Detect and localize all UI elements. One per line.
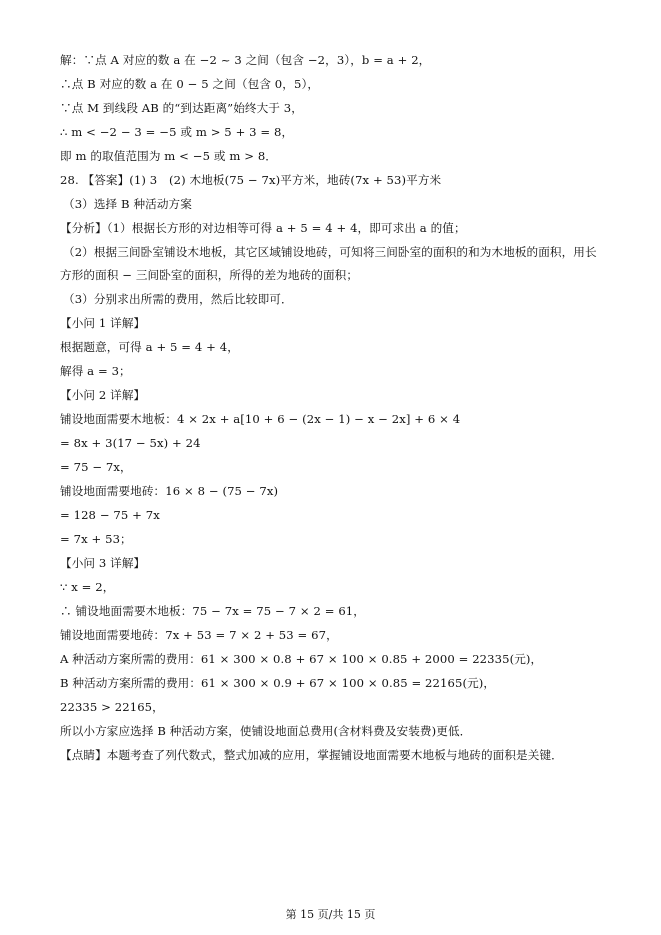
solution-line-1: 解：∵点 A 对应的数 a 在 −2 ~ 3 之间（包含 −2，3），b = a + 2， [60, 53, 431, 67]
subquestion-1-line-1: 根据题意，可得 a + 5 = 4 + 4， [60, 340, 239, 354]
page-footer: 第 15 页/共 15 页 [285, 908, 376, 921]
subquestion-3-line-6: 22335 > 22165， [60, 700, 164, 714]
subquestion-2-line-5: = 128 − 75 + 7x [60, 508, 160, 522]
analysis-line-3: 方形的面积 − 三间卧室的面积，所得的差为地砖的面积； [60, 268, 359, 282]
solution-line-3: ∵点 M 到线段 AB 的“到达距离”始终大于 3， [60, 101, 303, 115]
analysis-line-2: （2）根据三间卧室铺设木地板，其它区域铺设地砖，可知将三间卧室的面积的和为木地板的面积，用长 [63, 245, 597, 259]
subquestion-1-heading: 【小问 1 详解】 [60, 316, 146, 330]
subquestion-2-heading: 【小问 2 详解】 [60, 388, 146, 402]
analysis-line-4: （3）分别求出所需的费用，然后比较即可． [63, 292, 293, 306]
subquestion-3-heading: 【小问 3 详解】 [60, 556, 146, 570]
subquestion-2-line-3: = 75 − 7x， [60, 460, 132, 474]
subquestion-3-line-1: ∵ x = 2， [60, 580, 115, 594]
subquestion-1-line-2: 解得 a = 3； [60, 364, 131, 378]
answer-28-line: 28. 【答案】(1) 3 (2) 木地板(75 − 7x)平方米，地砖(7x + 53)平方米 [60, 173, 442, 187]
remark-line: 【点睛】本题考查了列代数式，整式加减的应用，掌握铺设地面需要木地板与地砖的面积是关键． [60, 748, 563, 762]
answer-28-part3: （3）选择 B 种活动方案 [63, 197, 192, 211]
subquestion-3-line-3: 铺设地面需要地砖：7x + 53 = 7 × 2 + 53 = 67， [60, 628, 338, 642]
subquestion-3-line-4: A 种活动方案所需的费用：61 × 300 × 0.8 + 67 × 100 × 0.85 + 2000 = 22335(元)， [60, 652, 543, 666]
solution-line-5: 即 m 的取值范围为 m < −5 或 m > 8． [60, 149, 277, 163]
subquestion-2-line-4: 铺设地面需要地砖：16 × 8 − (75 − 7x) [60, 484, 279, 498]
subquestion-3-line-2: ∴ 铺设地面需要木地板：75 − 7x = 75 − 7 × 2 = 61， [60, 604, 365, 618]
conclusion-line: 所以小方家应选择 B 种活动方案，使铺设地面总费用(含材料费及安装费)更低． [60, 724, 472, 738]
solution-line-4: ∴ m < −2 − 3 = −5 或 m > 5 + 3 = 8， [60, 125, 294, 139]
subquestion-2-line-1: 铺设地面需要木地板：4 × 2x + a[10 + 6 − (2x − 1) − x − 2x] + 6 × 4 [60, 412, 461, 426]
subquestion-3-line-5: B 种活动方案所需的费用：61 × 300 × 0.9 + 67 × 100 × 0.85 = 22165(元)， [60, 676, 496, 690]
subquestion-2-line-6: = 7x + 53； [60, 532, 132, 546]
analysis-line-1: 【分析】（1）根据长方形的对边相等可得 a + 5 = 4 + 4，即可求出 a 的值； [60, 221, 466, 235]
solution-line-2: ∴点 B 对应的数 a 在 0 − 5 之间（包含 0，5）， [60, 77, 320, 91]
subquestion-2-line-2: = 8x + 3(17 − 5x) + 24 [60, 436, 201, 450]
